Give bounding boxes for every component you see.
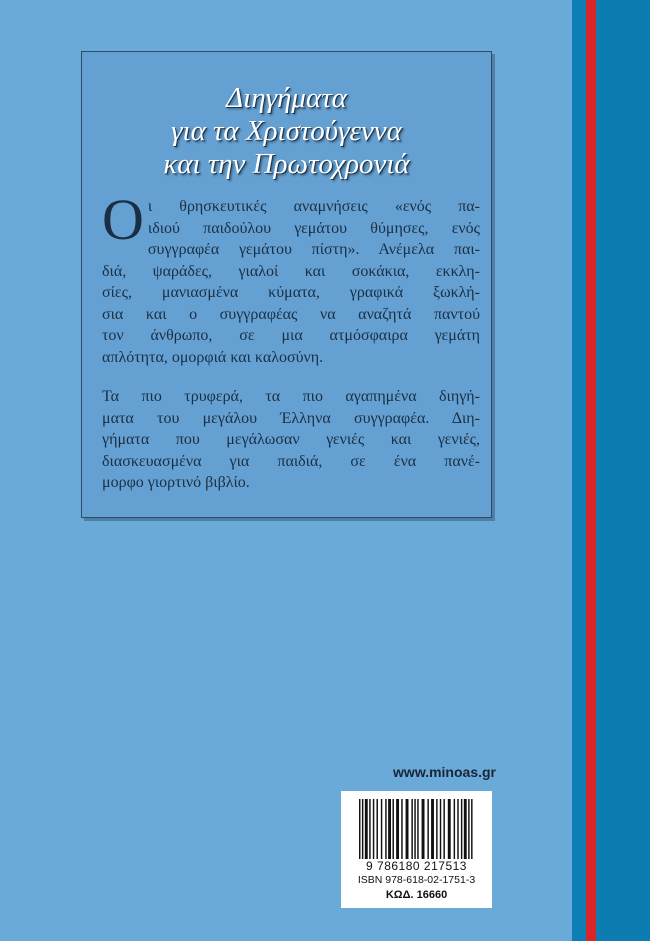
barcode-bar xyxy=(406,799,409,859)
barcode-bar xyxy=(396,799,399,859)
paragraph-1-line: ιδιού παιδούλου γεμάτου θύμησες, ενός xyxy=(147,219,480,237)
barcode-bar xyxy=(381,799,382,859)
paragraph-2-line: ματα του μεγάλου Έλληνα συγγραφέα. Διη- xyxy=(102,409,480,427)
title-line-3: και την Πρωτοχρονιά xyxy=(163,148,410,180)
barcode-bar xyxy=(401,799,402,859)
title-line-1: Διηγήματα xyxy=(226,82,347,114)
barcode-bar xyxy=(464,799,467,859)
paragraph-2-line: γήματα που μεγάλωσαν γενιές και γενιές, xyxy=(102,431,480,448)
spine-blue-band xyxy=(596,0,650,941)
barcode-bar xyxy=(417,799,418,859)
drop-cap: Ο xyxy=(102,187,144,252)
paragraph-2-line: μορφο γιορτινό βιβλίο. xyxy=(102,474,250,491)
paragraph-1-line: απλότητα, ομορφιά και καλοσύνη. xyxy=(102,348,324,366)
barcode-bar xyxy=(454,799,455,859)
barcode-bar xyxy=(457,799,458,859)
barcode-icon xyxy=(359,799,474,859)
book-title xyxy=(82,82,491,181)
barcode-bar xyxy=(471,799,472,859)
paragraph-1-line: σίες, μανιασμένα κύματα, γραφικά ξωκλή- xyxy=(102,284,480,301)
spine-red-stripe xyxy=(586,0,596,941)
barcode-bar xyxy=(468,799,469,859)
blurb-panel xyxy=(81,51,492,518)
barcode-bar xyxy=(369,799,370,859)
barcode-bar xyxy=(392,799,393,859)
paragraph-1-line: διά, ψαράδες, γιαλοί και σοκάκια, εκκλη- xyxy=(102,262,480,280)
isbn-text: ISBN 978-618-02-1751-3 xyxy=(357,874,476,886)
barcode-bar xyxy=(448,799,451,859)
paragraph-2-line: Τα πιο τρυφερά, τα πιο αγαπημένα διηγή- xyxy=(102,388,480,405)
barcode-bar xyxy=(443,799,444,859)
paragraph-1-line: σια και ο συγγραφέας να αναζητά παντού xyxy=(102,305,480,323)
barcode-bar xyxy=(365,799,368,859)
barcode-bar xyxy=(411,799,412,859)
barcode-bar xyxy=(388,799,391,859)
paragraph-1-line: συγγραφέα γεμάτου πίστη». Ανέμελα παι- xyxy=(147,241,480,258)
publisher-website: www.minoas.gr xyxy=(393,764,496,780)
barcode-label xyxy=(341,791,492,908)
paragraph-1-line: ι θρησκευτικές αναμνήσεις «ενός πα- xyxy=(147,198,480,215)
title-line-2: για τα Χριστούγεννα xyxy=(171,115,402,147)
barcode-number: 9 786180 217513 xyxy=(366,859,467,873)
barcode-bar xyxy=(440,799,441,859)
paragraph-2-line: διασκευασμένα για παιδιά, σε ένα πανέ- xyxy=(102,452,480,470)
barcode-bar xyxy=(359,799,360,859)
paragraph-1-line: τον άνθρωπο, σε μια ατμόσφαιρα γεμάτη xyxy=(102,327,480,344)
barcode-bar xyxy=(362,799,363,859)
blurb-paragraph-2 xyxy=(102,386,480,494)
barcode-bar xyxy=(385,799,386,859)
barcode-bar xyxy=(431,799,434,859)
barcode-bar xyxy=(376,799,377,859)
blurb-paragraph-1 xyxy=(102,187,480,368)
barcode-bar xyxy=(422,799,425,859)
barcode-bar xyxy=(436,799,437,859)
spine-blue-stripe xyxy=(572,0,586,941)
barcode-bar xyxy=(373,799,374,859)
product-code: ΚΩΔ. 16660 xyxy=(385,889,448,901)
barcode-bar xyxy=(414,799,415,859)
barcode-bar xyxy=(461,799,462,859)
barcode-bar xyxy=(427,799,428,859)
